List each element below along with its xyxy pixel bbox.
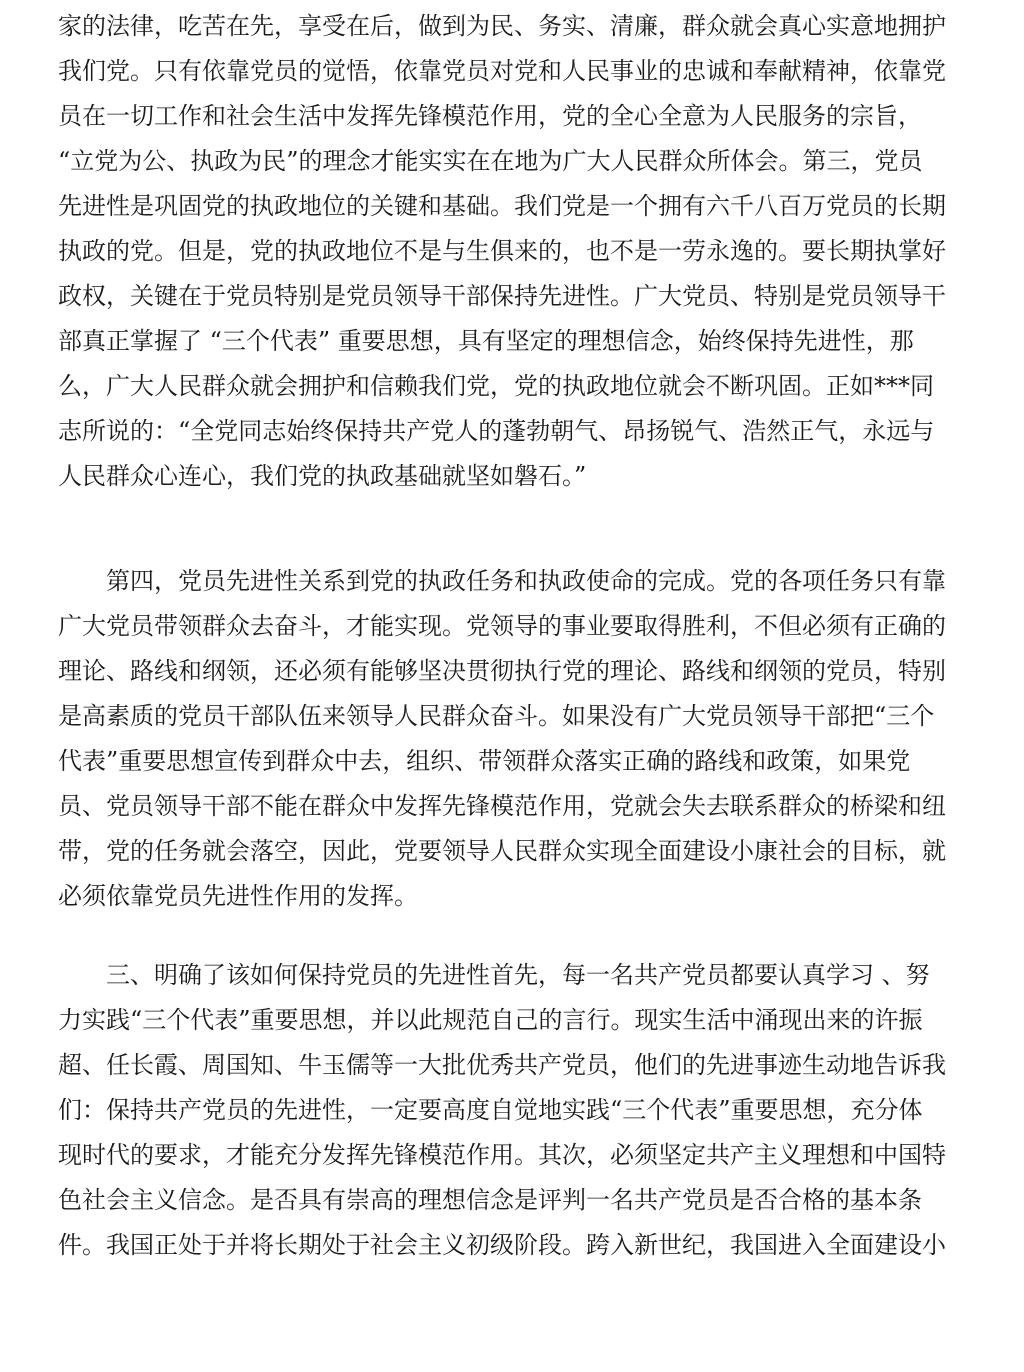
text-line: 政权，关键在于党员特别是党员领导干部保持先进性。广大党员、特别是党员领导干 (58, 282, 946, 310)
text-line: 员在一切工作和社会生活中发挥先锋模范作用，党的全心全意为人民服务的宗旨， (58, 102, 922, 130)
paragraph-continuation (58, 4, 946, 499)
text-line: 三、明确了该如何保持党员的先进性首先，每一名共产党员都要认真学习 、努 (106, 961, 930, 989)
paragraph-fourth-point (58, 559, 946, 919)
text-line: 们：保持共产党员的先进性，一定要高度自觉地实践“三个代表”重要思想，充分体 (58, 1096, 923, 1124)
text-line: 执政的党。但是，党的执政地位不是与生俱来的，也不是一劳永逸的。要长期执掌好 (58, 237, 946, 265)
text-line: 第四，党员先进性关系到党的执政任务和执政使命的完成。党的各项任务只有靠 (106, 567, 946, 595)
text-line: 色社会主义信念。是否具有崇高的理想信念是评判一名共产党员是否合格的基本条 (58, 1186, 922, 1214)
text-line: 么，广大人民群众就会拥护和信赖我们党，党的执政地位就会不断巩固。正如***同 (58, 372, 934, 400)
text-line: 力实践“三个代表”重要思想，并以此规范自己的言行。现实生活中涌现出来的许振 (58, 1006, 923, 1034)
text-line: 件。我国正处于并将长期处于社会主义初级阶段。跨入新世纪，我国进入全面建设小 (58, 1231, 946, 1259)
text-line: 先进性是巩固党的执政地位的关键和基础。我们党是一个拥有六千八百万党员的长期 (58, 192, 946, 220)
text-line: “立党为公、执政为民”的理念才能实实在在地为广大人民群众所体会。第三，党员 (58, 147, 923, 175)
text-line: 超、任长霞、周国知、牛玉儒等一大批优秀共产党员，他们的先进事迹生动地告诉我 (58, 1051, 946, 1079)
text-line: 人民群众心连心，我们党的执政基础就坚如磐石。” (58, 462, 587, 490)
text-line: 广大党员带领群众去奋斗，才能实现。党领导的事业要取得胜利，不但必须有正确的 (58, 612, 946, 640)
text-line: 家的法律，吃苦在先，享受在后，做到为民、务实、清廉，群众就会真心实意地拥护 (58, 12, 946, 40)
text-line: 带，党的任务就会落空，因此，党要领导人民群众实现全面建设小康社会的目标，就 (58, 837, 946, 865)
text-line: 现时代的要求，才能充分发挥先锋模范作用。其次，必须坚定共产主义理想和中国特 (58, 1141, 946, 1169)
paragraph-section-three (58, 953, 946, 1268)
text-line: 理论、路线和纲领，还必须有能够坚决贯彻执行党的理论、路线和纲领的党员，特别 (58, 657, 946, 685)
text-line: 我们党。只有依靠党员的觉悟，依靠党员对党和人民事业的忠诚和奉献精神，依靠党 (58, 57, 946, 85)
text-line: 部真正掌握了 “三个代表” 重要思想，具有坚定的理想信念，始终保持先进性，那 (58, 327, 914, 355)
text-line: 志所说的：“全党同志始终保持共产党人的蓬勃朝气、昂扬锐气、浩然正气，永远与 (58, 417, 935, 445)
text-line: 员、党员领导干部不能在群众中发挥先锋模范作用，党就会失去联系群众的桥梁和纽 (58, 792, 946, 820)
text-line: 必须依靠党员先进性作用的发挥。 (58, 882, 418, 910)
text-line: 代表”重要思想宣传到群众中去，组织、带领群众落实正确的路线和政策，如果党 (58, 747, 911, 775)
text-line: 是高素质的党员干部队伍来领导人民群众奋斗。如果没有广大党员领导干部把“三个 (58, 702, 935, 730)
